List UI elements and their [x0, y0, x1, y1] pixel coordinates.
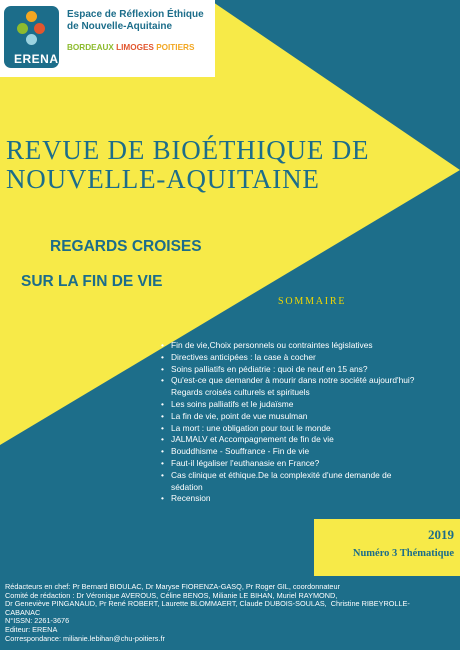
- credits-line: Comité de rédaction : Dr Véronique AVEROUS, Céline BENOS, Milianie LE BIHAN, Muriel RAYMOND,: [5, 590, 338, 600]
- logo-wordmark: ERENA: [14, 52, 59, 66]
- logo-dot-red: [34, 23, 45, 34]
- issue-number: Numéro 3 Thématique: [352, 548, 454, 559]
- toc-item: • Recension: [153, 493, 433, 505]
- credits-line: N°ISSN: 2261-3676: [5, 616, 70, 626]
- toc-item: • Faut-il légaliser l'euthanasie en France?: [153, 458, 433, 470]
- table-of-contents: [153, 340, 433, 505]
- subtitle-line1: REGARDS CROISES: [50, 238, 202, 255]
- logo-mark: [4, 6, 59, 68]
- sommaire-heading: SOMMAIRE: [278, 296, 347, 307]
- credits-line: CABANAC: [5, 607, 41, 617]
- erena-logo: [0, 0, 215, 77]
- credits-line: Dr Geneviève PINGANAUD, Pr René ROBERT, Laurette BLOMMAERT, Claude DUBOIS-SOULAS, Christine RIBEYROLLE-: [5, 599, 410, 609]
- issue-badge: [314, 519, 460, 576]
- title-line1: REVUE DE BIOÉTHIQUE DE: [6, 135, 370, 165]
- city-poitiers: POITIERS: [156, 43, 195, 52]
- toc-item: • Bouddhisme - Souffrance - Fin de vie: [153, 446, 433, 458]
- issue-year: 2019: [428, 527, 454, 542]
- credits-line: Rédacteurs en chef: Pr Bernard BIOULAC, Dr Maryse FIORENZA-GASQ, Pr Roger GIL, coordonnateur: [5, 582, 340, 591]
- toc-item: • Qu'est-ce que demander à mourir dans notre société aujourd'hui? Regards croisés culturels et spirituels: [153, 375, 433, 399]
- credits-line: Correspondance: milianie.lebihan@chu-poitiers.fr: [5, 633, 165, 643]
- cities-line: [67, 43, 194, 52]
- org-name: [67, 9, 204, 33]
- toc-item: • JALMALV et Accompagnement de fin de vie: [153, 434, 433, 446]
- subtitle-line2: SUR LA FIN DE VIE: [21, 273, 163, 290]
- journal-title: [6, 136, 369, 194]
- toc-item: • Soins palliatifs en pédiatrie : quoi de neuf en 15 ans?: [153, 364, 433, 376]
- toc-item: • Directives anticipées : la case à cocher: [153, 352, 433, 364]
- logo-dot-orange: [26, 11, 37, 22]
- org-name-line2: de Nouvelle-Aquitaine: [67, 21, 173, 32]
- toc-item: • La fin de vie, point de vue musulman: [153, 411, 433, 423]
- credits-line: Editeur: ERENA: [5, 624, 58, 634]
- toc-item: • Fin de vie,Choix personnels ou contraintes législatives: [153, 340, 433, 352]
- logo-dot-green: [17, 23, 28, 34]
- org-name-line1: Espace de Réflexion Éthique: [67, 9, 204, 20]
- logo-dot-light: [26, 34, 37, 45]
- title-line2: NOUVELLE-AQUITAINE: [6, 164, 320, 194]
- toc-item: • La mort : une obligation pour tout le monde: [153, 423, 433, 435]
- city-limoges: LIMOGES: [116, 43, 154, 52]
- toc-item: • Les soins palliatifs et le judaïsme: [153, 399, 433, 411]
- toc-item: • Cas clinique et éthique.De la complexité d'une demande de sédation: [153, 470, 433, 494]
- credits-block: [5, 583, 455, 643]
- city-bordeaux: BORDEAUX: [67, 43, 114, 52]
